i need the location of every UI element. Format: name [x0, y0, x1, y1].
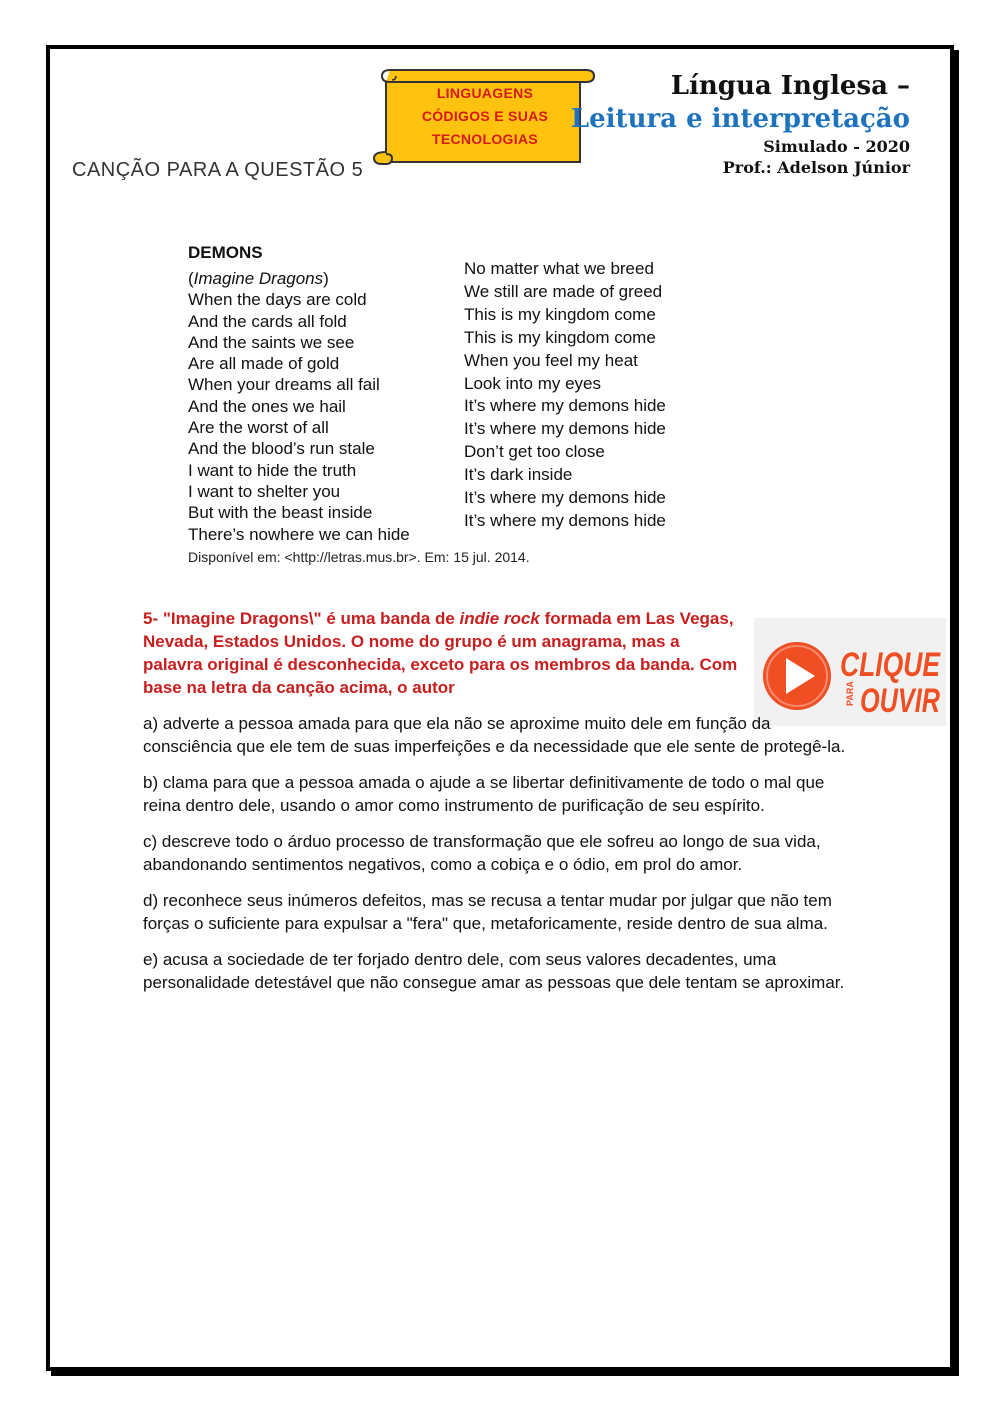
lyric-line: It’s where my demons hide	[464, 396, 666, 416]
lyric-line: No matter what we breed	[464, 259, 654, 278]
lyric-line: It’s where my demons hide	[464, 488, 666, 508]
subject-title: Língua Inglesa –	[670, 71, 910, 101]
lyric-line: I want to shelter you	[188, 481, 341, 501]
lyrics-source: Disponível em: <http://letras.mus.br>. Em: 15 jul. 2014.	[188, 549, 530, 565]
option-a: a) adverte a pessoa amada para que ela não se aproxime muito dele em função da consciência que ele tem de suas imperfeições e da necessidade que ele sente de protegê-la.	[143, 714, 846, 756]
lyric-line: When you feel my heat	[464, 350, 638, 370]
listen-word-3: OUVIR	[860, 682, 941, 720]
lyric-line: Are the worst of all	[188, 418, 329, 438]
lyric-line: When the days are cold	[188, 290, 367, 310]
area-line-3: TECNOLOGIAS	[432, 131, 538, 147]
lyric-line: I want to hide the truth	[188, 460, 357, 480]
play-icon	[754, 618, 946, 726]
lyric-line: We still are made of greed	[464, 281, 663, 301]
area-line-2: CÓDIGOS E SUAS	[421, 108, 549, 124]
lyric-line: When your dreams all fail	[188, 375, 380, 395]
song-title: DEMONS	[188, 243, 263, 262]
lyric-line: And the saints we see	[188, 332, 355, 352]
lyric-line: There’s nowhere we can hide	[188, 524, 410, 544]
lyrics-right-column	[464, 258, 666, 533]
answer-options	[143, 712, 863, 1007]
question-prompt: 5- "Imagine Dragons\" é uma banda de indie rock formada em Las Vegas, Nevada, Estados Unidos. O nome do grupo é um anagrama, mas a palavra original é desconhecida, exceto para os membros da banda. Com base na letra da canção acima, o autor	[143, 609, 738, 697]
lyric-line: It’s dark inside	[464, 465, 573, 485]
lyrics-left-column	[188, 268, 410, 545]
section-label: CANÇÃO PARA A QUESTÃO 5	[72, 159, 364, 181]
lyric-line: Look into my eyes	[464, 373, 602, 393]
lyric-line: And the blood’s run stale	[188, 439, 375, 459]
listen-button[interactable]	[754, 618, 946, 726]
option-b: b) clama para que a pessoa amada o ajude a se libertar definitivamente de todo o mal que reina dentro dele, usando o amor como instrumento de purificação de seu espírito.	[143, 773, 825, 815]
song-artist: (Imagine Dragons)	[188, 269, 329, 288]
exam-label: Simulado - 2020	[763, 137, 910, 156]
subject-subtitle: Leitura e interpretação	[570, 104, 910, 134]
listen-word-2: PARA	[845, 681, 855, 706]
option-d: d) reconhece seus inúmeros defeitos, mas se recusa a tentar mudar por julgar que não tem forças o suficiente para expulsar a "fera" que, metaforicamente, reside dentro de sua alma.	[143, 891, 832, 933]
listen-word-1: CLIQUE	[840, 646, 942, 684]
lyric-line: And the cards all fold	[188, 311, 347, 331]
lyric-line: It’s where my demons hide	[464, 510, 666, 530]
option-c: c) descreve todo o árduo processo de transformação que ele sofreu ao longo de sua vida, abandonando sentimentos negativos, como a cobiça e o ódio, em prol do amor.	[143, 832, 821, 874]
lyric-line: But with the beast inside	[188, 503, 373, 523]
lyric-line: Don’t get too close	[464, 442, 605, 462]
option-e: e) acusa a sociedade de ter forjado dentro dele, com seus valores decadentes, uma personalidade detestável que não consegue amar as pessoas que dele tentam se aproximar.	[143, 950, 845, 992]
lyric-line: And the ones we hail	[188, 396, 346, 416]
lyric-line: It’s where my demons hide	[464, 419, 666, 439]
lyric-line: This is my kingdom come	[464, 327, 656, 347]
lyric-line: This is my kingdom come	[464, 304, 656, 324]
lyric-line: Are all made of gold	[188, 354, 340, 374]
header-title-block	[571, 70, 910, 178]
subject-area-scroll	[372, 62, 594, 170]
area-line-1: LINGUAGENS	[436, 85, 534, 101]
teacher-label: Prof.: Adelson Júnior	[722, 158, 910, 177]
